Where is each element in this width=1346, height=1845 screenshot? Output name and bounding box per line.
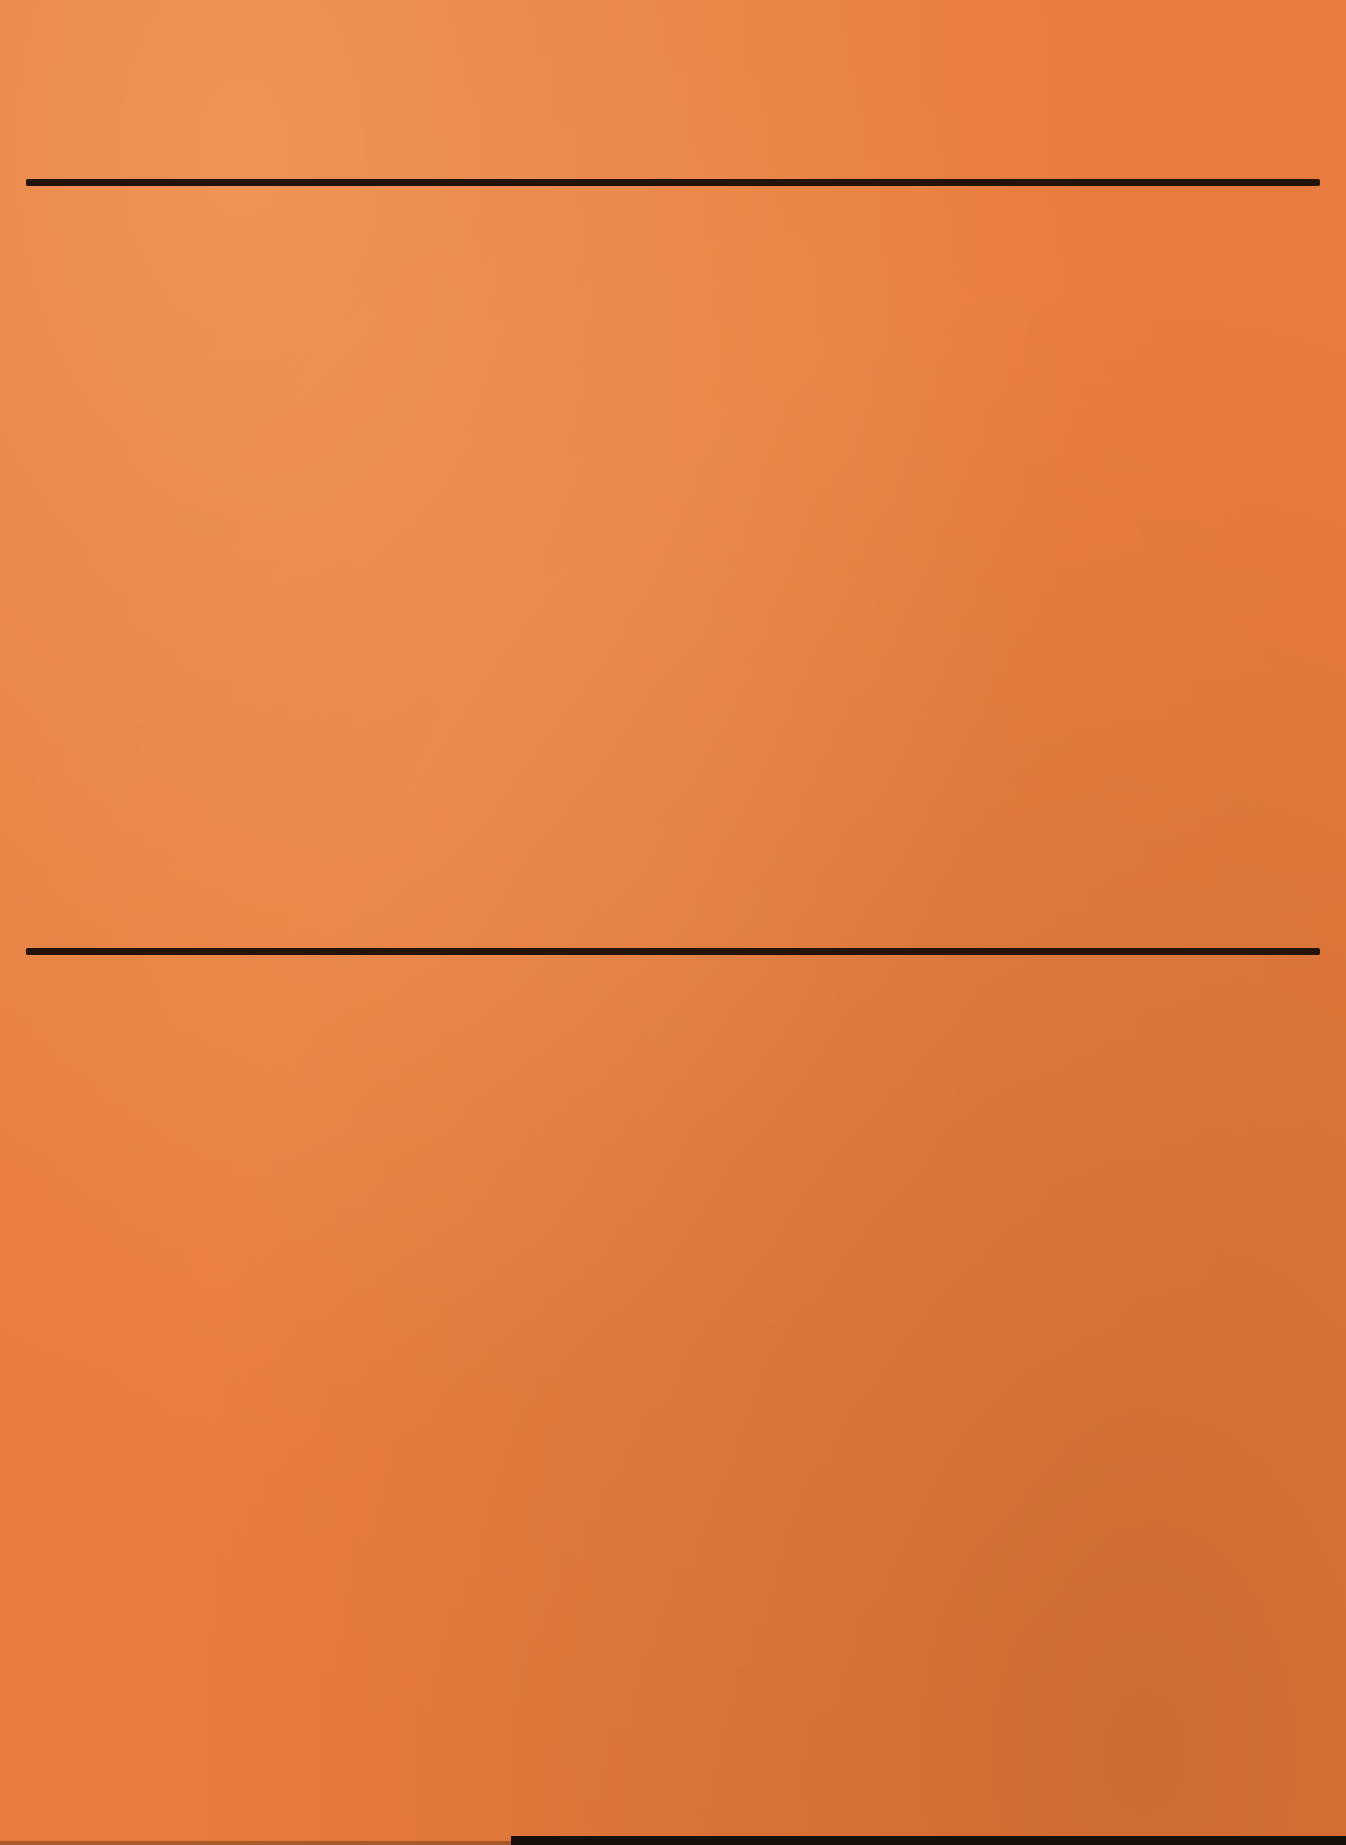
- page-edge-shadow: [511, 1836, 1346, 1845]
- page-title: [0, 0, 1346, 157]
- divider-middle: [26, 948, 1320, 955]
- divider-top: [26, 179, 1320, 186]
- months-grid-bottom: [0, 955, 1346, 965]
- months-grid-top: [0, 186, 1346, 938]
- page-edge-shadow-left: [0, 1841, 511, 1845]
